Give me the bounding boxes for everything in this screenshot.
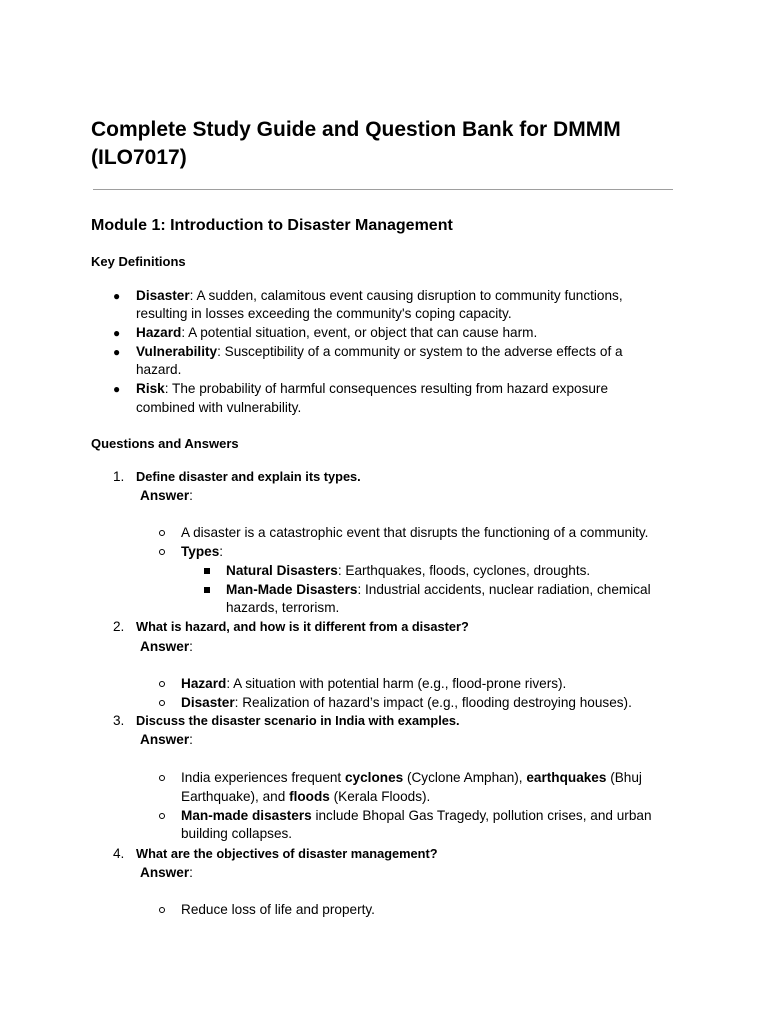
sub-item-text-continued: hazards, terrorism. — [226, 600, 340, 615]
answer-item-man-made — [181, 807, 652, 826]
answer-term: Hazard — [181, 676, 227, 691]
answer-keyword-cyclones: cyclones — [345, 770, 404, 785]
document-title-line-1: Complete Study Guide and Question Bank for DMMM — [91, 118, 621, 141]
answer-text: Earthquake), and — [181, 789, 290, 804]
sub-item-text: : Industrial accidents, nuclear radiation, chemical — [357, 582, 651, 597]
sub-item-text: : Earthquakes, floods, cyclones, droughts. — [337, 563, 591, 578]
answer-item: A disaster is a catastrophic event that disrupts the functioning of a community. — [181, 525, 649, 540]
answer-keyword-floods: floods — [289, 789, 330, 804]
answer-item-hazard — [181, 675, 566, 694]
answer-text: (Bhuj — [606, 770, 642, 785]
answer-colon: : — [189, 732, 193, 747]
answer-label-text: Answer — [140, 639, 190, 654]
circle-bullet-icon — [159, 530, 165, 536]
answer-text: (Kerala Floods). — [329, 789, 431, 804]
bullet-icon: ● — [113, 289, 121, 303]
definition-text-continued: combined with vulnerability. — [136, 400, 302, 415]
question-number: 2. — [113, 619, 125, 634]
answer-text: India experiences frequent — [181, 770, 345, 785]
answer-label-text: Answer — [140, 865, 190, 880]
question-text: Discuss the disaster scenario in India with examples. — [136, 713, 460, 728]
title-divider — [93, 189, 673, 190]
question-text: What is hazard, and how is it different from a disaster? — [136, 619, 469, 634]
answer-colon: : — [189, 865, 193, 880]
key-definitions-heading: Key Definitions — [91, 254, 186, 269]
answer-text-continued: building collapses. — [181, 826, 293, 841]
question-number: 1. — [113, 469, 125, 484]
answer-label-text: Answer — [140, 732, 190, 747]
circle-bullet-icon — [159, 813, 165, 819]
types-colon: : — [219, 544, 224, 559]
module-heading: Module 1: Introduction to Disaster Management — [91, 217, 453, 234]
question-number: 4. — [113, 846, 125, 861]
answer-term: Man-made disasters — [181, 808, 312, 823]
definition-item-disaster — [136, 287, 623, 306]
definition-item-vulnerability — [136, 343, 623, 362]
question-text: Define disaster and explain its types. — [136, 469, 361, 484]
types-label: Types — [181, 544, 220, 559]
answer-label — [140, 864, 193, 883]
answer-text: (Cyclone Amphan), — [403, 770, 527, 785]
bullet-icon: ● — [113, 345, 121, 359]
answer-item: Reduce loss of life and property. — [181, 902, 375, 917]
answer-item-india — [181, 769, 642, 788]
answer-item-types — [181, 543, 223, 562]
answer-label-text: Answer — [140, 488, 190, 503]
answer-label — [140, 731, 193, 750]
answer-label — [140, 487, 193, 506]
question-text: What are the objectives of disaster management? — [136, 846, 438, 861]
answer-colon: : — [189, 639, 193, 654]
circle-bullet-icon — [159, 700, 165, 706]
document-title-line-2: (ILO7017) — [91, 146, 187, 169]
definition-text: : A sudden, calamitous event causing disruption to community functions, — [189, 288, 623, 303]
question-number: 3. — [113, 713, 125, 728]
answer-text: : Realization of hazard’s impact (e.g., flooding destroying houses). — [234, 695, 632, 710]
answer-colon: : — [189, 488, 193, 503]
answer-item-disaster — [181, 694, 632, 713]
circle-bullet-icon — [159, 681, 165, 687]
answer-text: include Bhopal Gas Tragedy, pollution crises, and urban — [311, 808, 652, 823]
square-bullet-icon — [204, 587, 210, 593]
circle-bullet-icon — [159, 907, 165, 913]
definition-term: Risk — [136, 381, 165, 396]
square-bullet-icon — [204, 568, 210, 574]
sub-item-man-made — [226, 581, 651, 600]
definition-text-continued: resulting in losses exceeding the community's coping capacity. — [136, 306, 512, 321]
definition-text-continued: hazard. — [136, 362, 182, 377]
sub-item-natural — [226, 562, 590, 581]
definition-term: Disaster — [136, 288, 190, 303]
definition-term: Hazard — [136, 325, 182, 340]
answer-keyword-earthquakes: earthquakes — [526, 770, 607, 785]
answer-label — [140, 638, 193, 657]
definition-term: Vulnerability — [136, 344, 218, 359]
qa-heading: Questions and Answers — [91, 436, 239, 451]
definition-text: : The probability of harmful consequences resulting from hazard exposure — [164, 381, 609, 396]
definition-item-risk — [136, 380, 608, 399]
definition-item-hazard — [136, 324, 537, 343]
sub-item-term: Natural Disasters — [226, 563, 338, 578]
sub-item-term: Man-Made Disasters — [226, 582, 358, 597]
bullet-icon: ● — [113, 382, 121, 396]
definition-text: : Susceptibility of a community or system to the adverse effects of a — [217, 344, 623, 359]
definition-text: : A potential situation, event, or object that can cause harm. — [181, 325, 538, 340]
answer-term: Disaster — [181, 695, 235, 710]
answer-item-india-continued — [181, 788, 430, 807]
answer-text: : A situation with potential harm (e.g., flood-prone rivers). — [226, 676, 567, 691]
circle-bullet-icon — [159, 549, 165, 555]
bullet-icon: ● — [113, 326, 121, 340]
document-title — [91, 116, 691, 172]
circle-bullet-icon — [159, 775, 165, 781]
